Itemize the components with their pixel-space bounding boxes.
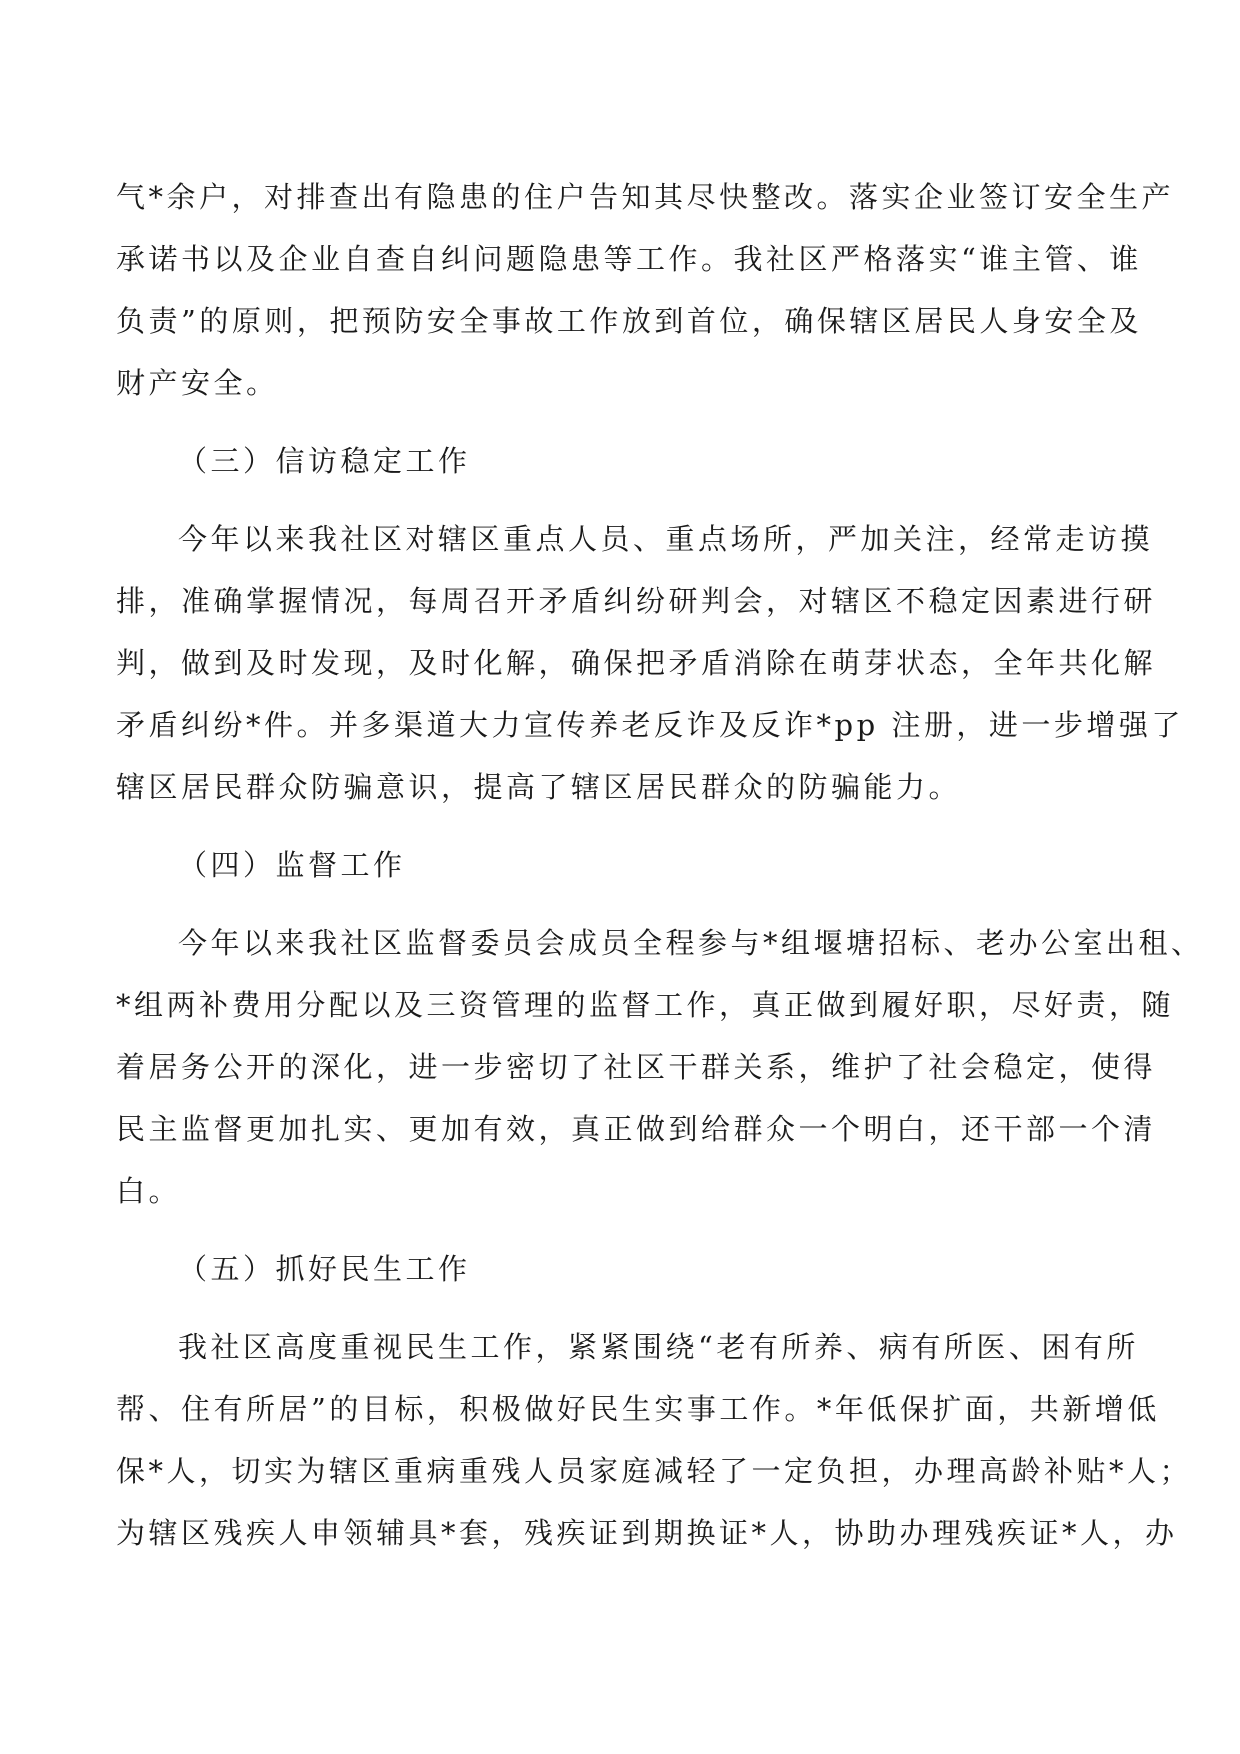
text-line: 着居务公开的深化，进一步密切了社区干群关系，维护了社会稳定，使得 <box>116 1050 1157 1084</box>
paragraph-supervision <box>116 912 1204 1222</box>
document-body <box>116 166 1204 1564</box>
text-line: *组两补费用分配以及三资管理的监督工作，真正做到履好职，尽好责，随 <box>116 988 1175 1022</box>
text-line: 财产安全。 <box>116 366 279 400</box>
text-line: 今年以来我社区监督委员会成员全程参与*组堰塘招标、老办公室出租、 <box>178 926 1204 960</box>
text-line: 白。 <box>116 1174 182 1208</box>
text-line: 气*余户，对排查出有隐患的住户告知其尽快整改。落实企业签订安全生产 <box>116 180 1175 214</box>
paragraph-livelihood <box>116 1316 1193 1564</box>
text-line: 保*人，切实为辖区重病重残人员家庭减轻了一定负担，办理高龄补贴*人； <box>116 1454 1193 1488</box>
text-line: 为辖区残疾人申领辅具*套，残疾证到期换证*人，协助办理残疾证*人，办 <box>116 1516 1178 1550</box>
text-line: 帮、住有所居”的目标，积极做好民生实事工作。*年低保扩面，共新增低 <box>116 1392 1160 1426</box>
text-line: 民主监督更加扎实、更加有效，真正做到给群众一个明白，还干部一个清 <box>116 1112 1157 1146</box>
text-line: 排，准确掌握情况，每周召开矛盾纠纷研判会，对辖区不稳定因素进行研 <box>116 584 1157 618</box>
text-line: 负责”的原则，把预防安全事故工作放到首位，确保辖区居民人身安全及 <box>116 304 1142 338</box>
spacer <box>116 414 1124 430</box>
section-heading-4: （四）监督工作 <box>178 848 406 882</box>
paragraph-safety-production <box>116 166 1175 414</box>
spacer <box>116 818 1124 834</box>
text-line: 我社区高度重视民生工作，紧紧围绕“老有所养、病有所医、困有所 <box>178 1330 1139 1364</box>
text-line: 判，做到及时发现，及时化解，确保把矛盾消除在萌芽状态，全年共化解 <box>116 646 1157 680</box>
section-heading-5: （五）抓好民生工作 <box>178 1252 471 1286</box>
text-line: 承诺书以及企业自查自纠问题隐患等工作。我社区严格落实“谁主管、谁 <box>116 242 1142 276</box>
section-heading-3: （三）信访稳定工作 <box>178 444 471 478</box>
text-line: 辖区居民群众防骗意识，提高了辖区居民群众的防骗能力。 <box>116 770 962 804</box>
paragraph-petition-stability <box>116 508 1184 818</box>
spacer <box>116 1222 1124 1238</box>
text-line: 今年以来我社区对辖区重点人员、重点场所，严加关注，经常走访摸 <box>178 522 1154 556</box>
text-line: 矛盾纠纷*件。并多渠道大力宣传养老反诈及反诈*pp 注册，进一步增强了 <box>116 708 1184 742</box>
